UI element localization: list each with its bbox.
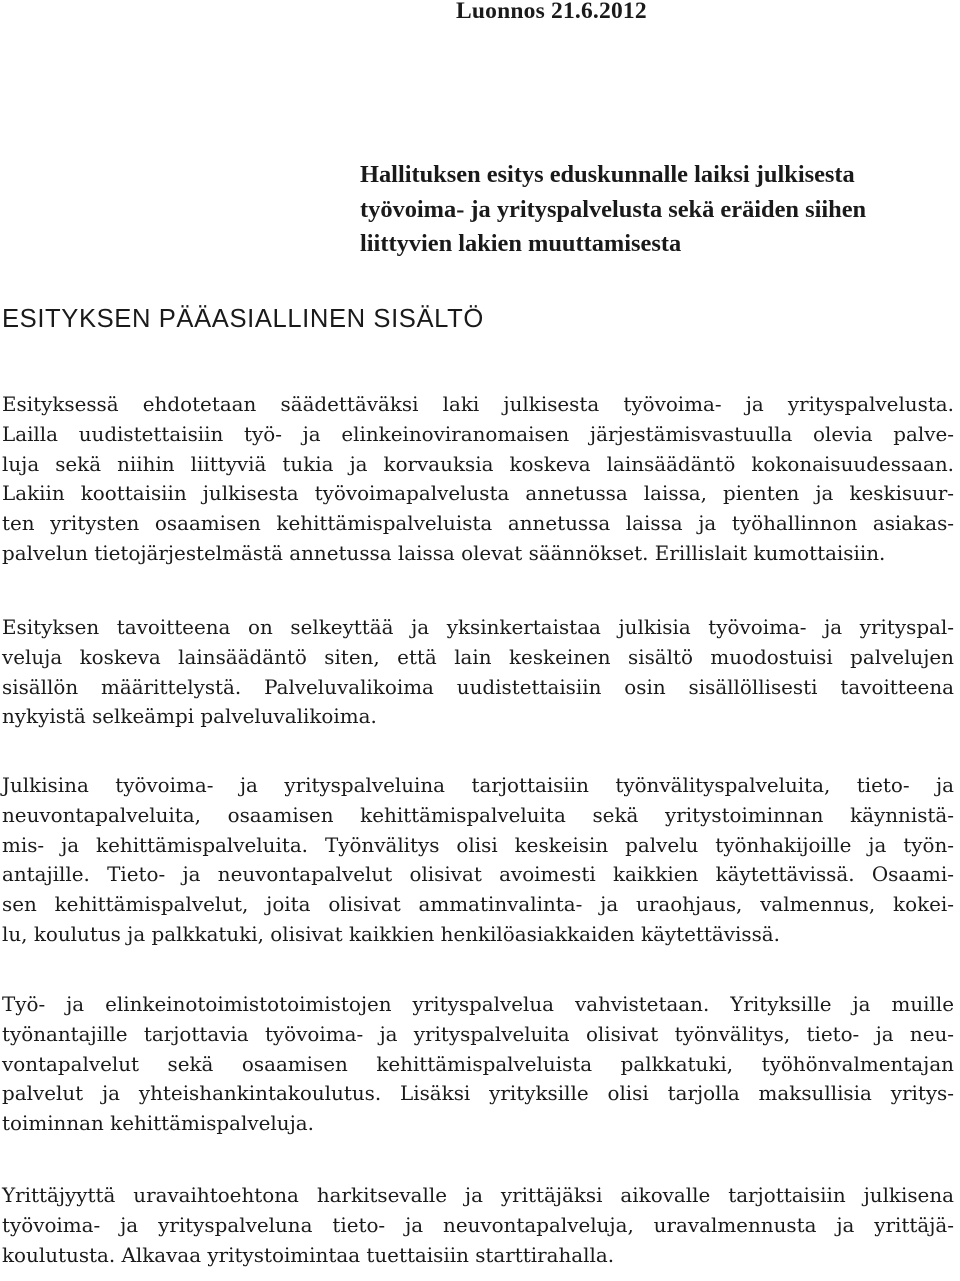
text-line: nykyistä selkeämpi palveluvalikoima. <box>2 705 377 729</box>
paragraph-public-services <box>2 771 954 950</box>
text-line: toiminnan kehittämispalveluja. <box>2 1112 314 1136</box>
document-title <box>360 158 960 262</box>
text-line: sen kehittämispalvelut, joita olisivat ammatinvalinta- ja uraohjaus, valmennus, kokei- <box>2 893 954 917</box>
text-line: työnantajille tarjottavia työvoima- ja yrityspalveluita olisivat työnvälitys, tieto- ja neu- <box>2 1022 954 1046</box>
text-line: Työ- ja elinkeinotoimistotoimistojen yrityspalvelua vahvistetaan. Yrityksille ja muille <box>2 993 954 1016</box>
text-line: veluja koskeva lainsäädäntö siten, että lain keskeinen sisältö muodostuisi palvelujen <box>2 645 954 669</box>
paragraph-business-services <box>2 990 954 1139</box>
text-line: Lailla uudistettaisiin työ- ja elinkeinoviranomaisen järjestämisvastuulla olevia palve- <box>2 422 954 446</box>
text-line: vontapalvelut sekä osaamisen kehittämispalveluista palkkatuki, työhönvalmentajan <box>2 1052 954 1076</box>
draft-date-header: Luonnos 21.6.2012 <box>456 0 647 24</box>
text-line: Julkisina työvoima- ja yrityspalveluina tarjottaisiin työnvälityspalveluita, tieto- ja <box>2 774 954 797</box>
paragraph-objective <box>2 613 954 732</box>
text-line: luja sekä niihin liittyviä tukia ja korvauksia koskeva lainsäädäntö kokonaisuudessaan. <box>2 452 954 476</box>
text-line: palvelun tietojärjestelmästä annetussa laissa olevat säännökset. Erillislait kumottaisiin. <box>2 541 886 565</box>
paragraph-summary <box>2 390 954 569</box>
text-line: antajille. Tieto- ja neuvontapalvelut olisivat avoimesti kaikkien käytettävissä. Osaami- <box>2 863 954 887</box>
text-line: Lakiin koottaisiin julkisesta työvoimapalvelusta annetussa laissa, pienten ja keskisuur- <box>2 482 954 506</box>
text-line: neuvontapalveluita, osaamisen kehittämispalveluita sekä yritystoiminnan käynnistä- <box>2 803 954 827</box>
text-line: palvelut ja yhteishankintakoulutus. Lisäksi yrityksille olisi tarjolla maksullisia yritys- <box>2 1082 954 1106</box>
text-line: Esityksessä ehdotetaan säädettäväksi laki julkisesta työvoima- ja yrityspalvelusta. <box>2 393 954 416</box>
text-line: ten yritysten osaamisen kehittämispalveluista annetussa laissa ja työhallinnon asiakas- <box>2 512 954 536</box>
text-line: sisällön määrittelystä. Palveluvalikoima uudistettaisiin osin sisällöllisesti tavoitteena <box>2 675 954 699</box>
text-line: Esityksen tavoitteena on selkeyttää ja yksinkertaistaa julkisia työvoima- ja yrityspal- <box>2 616 954 639</box>
text-line: työvoima- ja yrityspalveluna tieto- ja neuvontapalveluja, uravalmennusta ja yrittäjä- <box>2 1213 954 1237</box>
text-line: koulutusta. Alkavaa yritystoimintaa tuettaisiin starttirahalla. <box>2 1243 615 1267</box>
section-heading: ESITYKSEN PÄÄASIALLINEN SISÄLTÖ <box>2 305 484 333</box>
text-line: Yrittäjyyttä uravaihtoehtona harkitsevalle ja yrittäjäksi aikovalle tarjottaisiin julkisena <box>2 1184 954 1207</box>
title-line: Hallituksen esitys eduskunnalle laiksi julkisesta <box>360 161 855 188</box>
text-line: mis- ja kehittämispalveluita. Työnvälitys olisi keskeisin palvelu työnhakijoille ja työn- <box>2 833 954 857</box>
title-line: liittyvien lakien muuttamisesta <box>360 230 682 257</box>
title-line: työvoima- ja yrityspalvelusta sekä eräiden siihen <box>360 195 867 223</box>
text-line: lu, koulutus ja palkkatuki, olisivat kaikkien henkilöasiakkaiden käytettävissä. <box>2 922 780 946</box>
paragraph-entrepreneurship <box>2 1181 954 1270</box>
